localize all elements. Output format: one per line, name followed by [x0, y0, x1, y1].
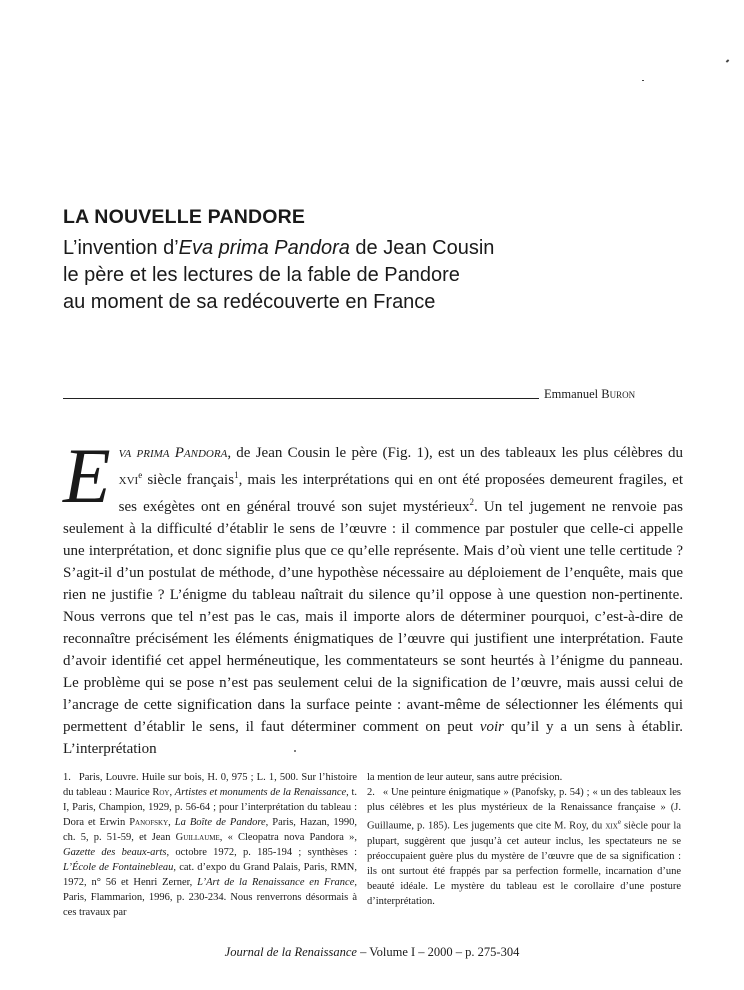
- volume-info: – Volume I – 2000 – p. 275-304: [356, 945, 520, 959]
- lead-smallcaps: va prima Pandora: [118, 445, 228, 461]
- footnote-1-text: , cat. d’expo du Grand Palais, Paris, RMN, 1972, n° 56 et Henri Zerner,: [63, 862, 358, 888]
- footnote-1-text: , « Cleopatra nova Pandora »,: [219, 832, 357, 843]
- body-paragraph: [63, 432, 684, 760]
- footnote-1-text: , octobre 1972, p. 185-194 ; synthèses :: [166, 847, 357, 858]
- footnote-1-author: Panofsky: [129, 817, 169, 828]
- article-subtitle-line3: au moment de sa redécouverte en France: [63, 291, 436, 313]
- footnote-1-text: ,: [169, 787, 175, 798]
- title-block: [63, 205, 683, 316]
- footnote-1-book-title: Artistes et monuments de la Renaissance: [174, 787, 347, 798]
- footnote-ref-1[interactable]: 1: [234, 470, 239, 480]
- footnote-1-author: Guillaume: [175, 832, 220, 843]
- subtitle-part-3: de Jean Cousin: [349, 237, 495, 259]
- footnote-ref-2[interactable]: 2: [469, 497, 475, 507]
- subtitle-part-2: Eva prima Pandora: [178, 237, 350, 259]
- footnote-1-text: Paris, Louvre. Huile sur bois, H. 0, 975 ; L. 1, 500. Sur l’histoire du tableau : Maurice: [63, 772, 357, 798]
- footnote-1-text: , t. I, Paris, Champion, 1929, p. 56-64 ; pour l’interprétation du tableau : Dora et Erwin: [63, 787, 358, 828]
- footnote-2: [367, 785, 681, 909]
- voir-emphasis: voir: [479, 719, 505, 735]
- footnote-2-text: siècle pour la plupart, suggèrent que jusqu’à cet auteur inclus, les spectateurs ne se préoccupaient guère plus du mystère de l’œuvre que de sa signification : ils ont surtout été frappés par sa perfection formelle, incarnation d’une beauté idéale. Le mystère du tableau est le corollaire d’une posture d’interprétation.: [367, 820, 681, 907]
- footnote-1-text: , Paris, Flammarion, 1996, p. 230-234. Nous renverrons désormais à ces travaux par: [63, 877, 357, 918]
- footnote-1-author: Roy: [152, 787, 170, 798]
- body-text-4: . Un tel jugement ne renvoie pas seulement à la difficulté d’établir le sens de l’œuvre : il commence par postuler que celle-ci appelle une interprétation, et donc signifie plus que ce qu’elle représente. Mais d’où vient une telle certitude ? S’agit-il d’un postulat de méthode, d’une hypothèse nécessaire au déploiement de l’enquête, mais que rien ne justifie ? L’énigme du tableau naîtrait du silence qu’il oppose à une question non-pertinente. Nous verrons que tel n’est pas le cas, mais il importe alors de déterminer pourquoi, c’est-à-dire de reconnaître précisément les éléments énigmatiques de l’œuvre qui justifient une interprétation. Faute d’avoir identifié cet appel herméneutique, les commentateurs se sont heurtés à l’énigme du panneau. Le problème qui se pose n’est pas seulement celui de la signification de l’œuvre, mais aussi celui de l’ancrage de cette signification dans la surface peinte : avant-même de sélectionner les éléments qui permettent d’établir le sens, il faut déterminer comment on peut: [63, 499, 683, 735]
- footnote-1-catalog-title: L’École de Fontainebleau: [63, 862, 174, 873]
- footnote-1-journal-title: Gazette des beaux-arts: [63, 847, 167, 858]
- body-text-5: qu’il y a un sens à établir. L’interprétation: [63, 719, 684, 757]
- drop-cap: E: [63, 432, 111, 519]
- footnote-2-text: « Une peinture énigmatique » (Panofsky, p. 54) ; « un des tableaux les plus célèbres et les plus mystérieux de la Renaissance française » (J. Guillaume, p. 185). Les jugements que cite M. Roy, du: [367, 787, 681, 832]
- journal-name: Journal de la Renaissance: [224, 945, 357, 959]
- footnote-number-2: 2.: [367, 787, 375, 798]
- century-sup: e: [138, 470, 143, 480]
- article-title: LA NOUVELLE PANDORE: [63, 206, 306, 228]
- article-subtitle: [63, 235, 683, 262]
- speck-mark: [642, 80, 644, 81]
- century: xvi: [118, 472, 139, 488]
- body-text-1: , de Jean Cousin le père (Fig. 1), est un des tableaux les plus célèbres du: [227, 445, 683, 461]
- footnote-1-continued: la mention de leur auteur, sans autre précision.: [367, 772, 563, 783]
- body-text-3: , mais les interprétations qui en ont été proposées demeurent fragiles, et ses exégètes ont en général trouvé son sujet mystérieux: [118, 472, 683, 515]
- footnotes-right-column: [367, 770, 681, 909]
- footnote-number-1: 1.: [63, 772, 71, 783]
- footnote-1-text: , Paris, Hazan, 1990, ch. 5, p. 51-59, et Jean: [63, 817, 357, 843]
- speck-mark: [726, 59, 730, 62]
- author-last: Buron: [601, 387, 636, 401]
- footnote-1-book-title: La Boîte de Pandore: [174, 817, 266, 828]
- body-text-2: siècle français: [142, 472, 235, 488]
- footnote-1-text: ,: [168, 817, 175, 828]
- separator-dot: [294, 750, 296, 752]
- author-first: Emmanuel: [544, 387, 599, 401]
- page-footer: [0, 945, 744, 960]
- footnotes-left-column: [63, 770, 357, 920]
- author-name: [544, 387, 635, 402]
- footnote-2-century: xix: [605, 820, 618, 832]
- author-rule: [63, 398, 539, 399]
- article-subtitle-line2: le père et les lectures de la fable de Pandore: [63, 264, 460, 286]
- subtitle-part-1: L’invention d’: [63, 237, 179, 259]
- footnote-1-book-title: L’Art de la Renaissance en France: [197, 877, 355, 888]
- footnote-2-century-sup: e: [617, 818, 621, 826]
